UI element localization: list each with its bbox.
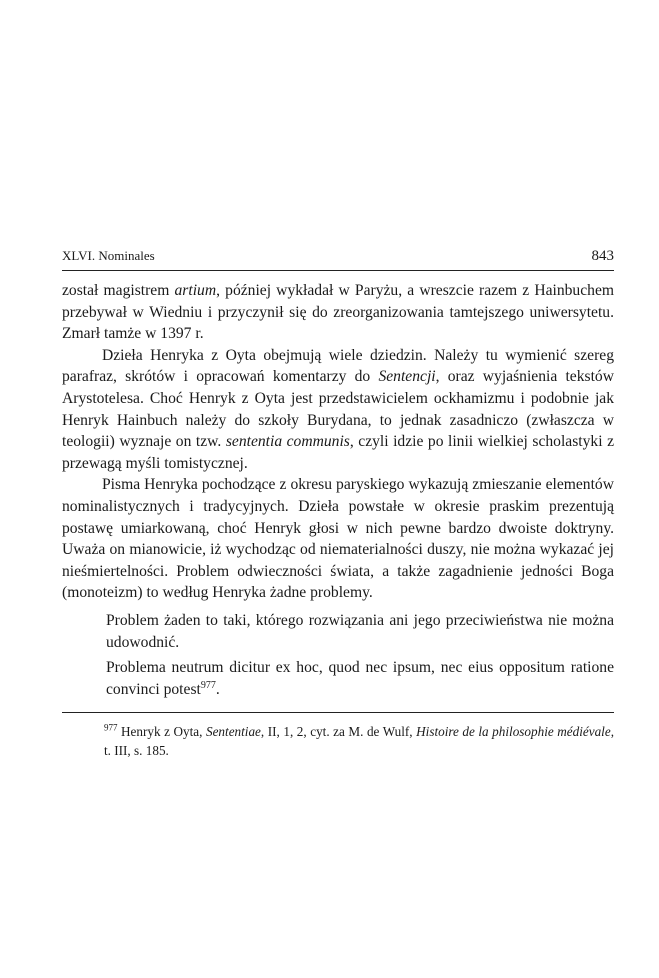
section-title: XLVI. Nominales [62,248,155,263]
main-text [62,280,614,700]
running-head [62,248,614,265]
page-number: 843 [591,248,614,264]
paragraph-1: został magistrem artium, później wykładał w Paryżu, a wreszcie razem z Hainbuchem przebywał w Wiedniu i przyczynił się do zreorganizowania tamtejszego uniwersytetu. Zmarł tamże w 1397 r. [62,282,614,343]
footnote-number: 977 [104,722,118,733]
footnote-rule [62,712,614,713]
header-rule [62,270,614,271]
paragraph-2: Dzieła Henryka z Oyta obejmują wiele dziedzin. Należy tu wymienić szereg parafraz, skrótów i opracowań komentarzy do Sentencji, oraz wyjaśnienia tekstów Arystotelesa. Choć Henryk z Oyta jest przedstawicielem ockhamizmu i podobnie jak Henryk Hainbuch należy do szkoły Burydana, to jednak zasadniczo (zwłaszcza w teologii) wyznaje on tzw. sententia communis, czyli idzie po linii wielkiej scholastyki z przewagą myśli tomistycznej. [62,346,614,472]
footnote-reference[interactable]: 977 [200,679,216,691]
block-quote-latin: Problema neutrum dicitur ex hoc, quod nec ipsum, nec eius oppositum ratione convinci potest$^{977}$. [106,659,614,698]
block-quote-polish: Problem żaden to taki, którego rozwiązania ani jego przeciwieństwa nie można udowodnić. [106,611,614,651]
footnote: $^{977}$ Henryk z Oyta, Sententiae, II, 1, 2, cyt. za M. de Wulf, Histoire de la philosophie médiévale, t. III, s. 185. [104,722,614,758]
paragraph-3: Pisma Henryka pochodzące z okresu paryskiego wykazują zmieszanie elementów nominalistycznych i tradycyjnych. Dzieła powstałe w okresie praskim prezentują postawę umiarkowaną, choć Henryk głosi w nich pewne bardzo dwoiste doktryny. Uważa on mianowicie, iż wychodząc od niematerialności duszy, nie można wykazać jej nieśmiertelności. Problem odwieczności świata, a także zagadnienie jedności Boga (monoteizm) to według Henryka żadne problemy. [62,476,614,602]
